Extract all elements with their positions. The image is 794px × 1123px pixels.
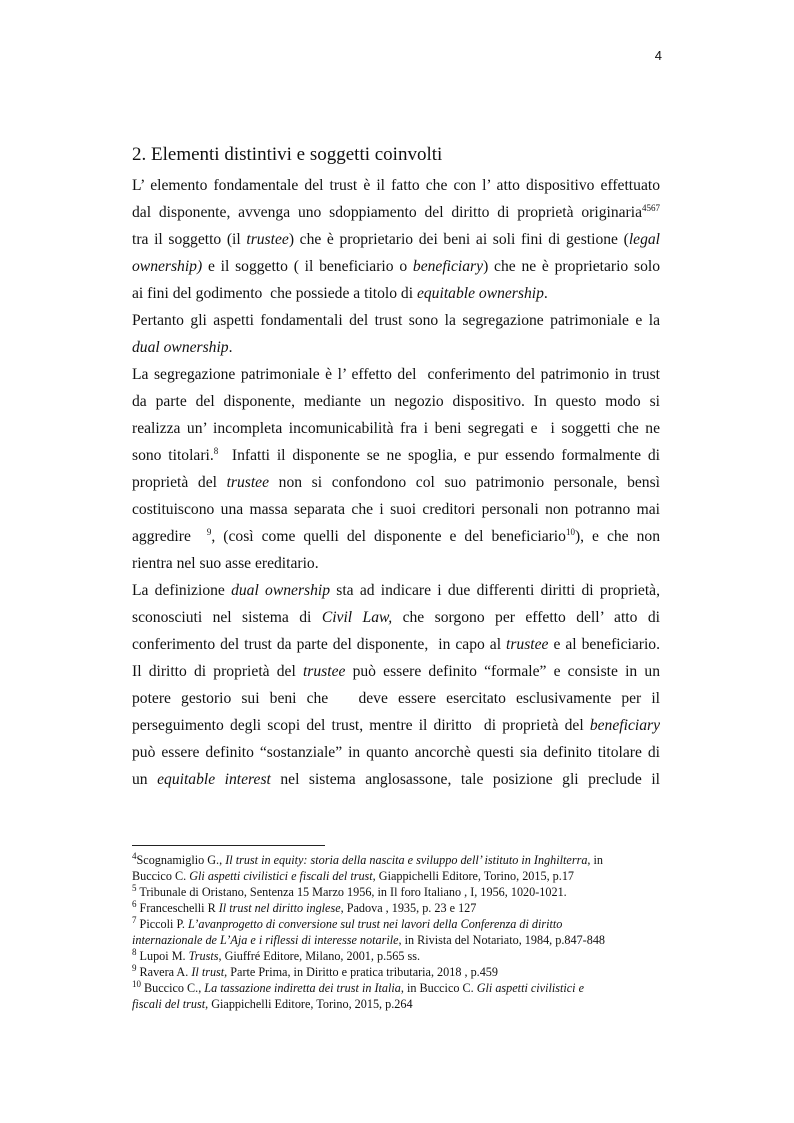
text-run: Buccico C.,: [141, 981, 205, 995]
text-run: Piccoli P.: [136, 917, 188, 931]
text-run: ), e che non: [574, 528, 661, 545]
text-run: rientra nel suo asse ereditario.: [132, 555, 319, 572]
text-run: , Giappichelli Editore, Torino, 2015, p.264: [205, 997, 413, 1011]
text-run: ) che è proprietario dei beni ai soli fini di gestione (: [288, 231, 629, 248]
text-run: sono titolari.: [132, 447, 214, 464]
text-run: può essere definito “formale” e consiste in un: [345, 663, 660, 680]
text-run: e al beneficiario.: [548, 636, 660, 653]
italic-text: Il trust: [191, 965, 225, 979]
text-run: costituiscono una massa separata che i suoi creditori personali non potranno mai: [132, 501, 660, 518]
body-line: [132, 712, 660, 739]
italic-text: Il trust nel diritto inglese: [218, 901, 341, 915]
body-line: [132, 172, 660, 199]
text-run: da parte del disponente, mediante un negozio dispositivo. In questo modo si: [132, 393, 660, 410]
text-run: Franceschelli R: [136, 901, 219, 915]
text-run: Tribunale di Oristano, Sentenza 15 Marzo 1956, in Il foro Italiano , I, 1956, 1020-1021.: [136, 885, 567, 899]
body-line: [132, 496, 660, 523]
text-run: proprietà del: [132, 474, 227, 491]
italic-text: trustee: [506, 636, 549, 653]
text-run: , in Rivista del Notariato, 1984, p.847-848: [398, 933, 606, 947]
body-line: [132, 199, 660, 226]
body-line: [132, 253, 660, 280]
italic-text: Gli aspetti civilistici e: [476, 981, 585, 995]
footnote-line: [132, 948, 672, 964]
text-run: , Parte Prima, in Diritto e pratica tributaria, 2018 , p.459: [224, 965, 498, 979]
footnote-line: [132, 852, 672, 868]
text-run: potere gestorio sui beni che deve essere esercitato esclusivamente per il: [132, 690, 660, 707]
text-run: .: [228, 339, 233, 356]
italic-text: trustee: [226, 474, 270, 491]
footnote-line: [132, 980, 672, 996]
footnote-ref: 4567: [642, 202, 660, 213]
body-line: [132, 550, 660, 577]
section-heading: 2. Elementi distintivi e soggetti coinvolti: [132, 144, 443, 165]
body-line: [132, 307, 660, 334]
body-line: [132, 334, 660, 361]
footnote-line: [132, 884, 672, 900]
text-run: realizza un’ incompleta incomunicabilità fra i beni segregati e i soggetti che ne: [132, 420, 660, 437]
footnote-ref: 8: [132, 946, 137, 957]
footnote-separator: [132, 845, 325, 846]
text-run: che sorgono per effetto dell’ atto di: [392, 609, 660, 626]
italic-text: trustee: [302, 663, 346, 680]
italic-text: Trusts: [188, 949, 219, 963]
text-run: un: [132, 771, 158, 788]
italic-text: beneficiary: [589, 717, 660, 734]
italic-text: fiscali del trust: [132, 997, 206, 1011]
text-run: non si confondono col suo patrimonio personale, bensì: [269, 474, 660, 491]
footnote-ref: 8: [213, 445, 219, 456]
text-run: ai fini del godimento che possiede a titolo di: [132, 285, 417, 302]
text-run: , Padova , 1935, p. 23 e 127: [340, 901, 477, 915]
italic-text: legal: [628, 231, 660, 248]
body-line: [132, 388, 660, 415]
italic-text: dual ownership: [231, 582, 331, 599]
text-run: La segregazione patrimoniale è l’ effetto del conferimento del patrimonio in trust: [132, 366, 660, 383]
body-line: [132, 442, 660, 469]
italic-text: La tassazione indiretta dei trust in Italia: [204, 981, 401, 995]
text-run: Pertanto gli aspetti fondamentali del trust sono la segregazione patrimoniale e la: [132, 312, 660, 329]
footnote-ref: 4: [132, 850, 137, 861]
footnote-line: [132, 996, 672, 1012]
body-line: [132, 766, 660, 793]
page-number: 4: [654, 48, 662, 63]
footnote-line: [132, 932, 672, 948]
text-run: Infatti il disponente se ne spoglia, e pur essendo formalmente di: [218, 447, 660, 464]
text-run: Ravera A.: [136, 965, 192, 979]
italic-text: internazionale de L’Aja e i riflessi di interesse notarile: [132, 933, 399, 947]
body-line: [132, 685, 660, 712]
text-run: perseguimento degli scopi del trust, mentre il diritto di proprietà del: [132, 717, 590, 734]
text-run: dal disponente, avvenga uno sdoppiamento del diritto di proprietà originaria: [132, 204, 642, 221]
italic-text: Civil Law,: [321, 609, 393, 626]
body-line: [132, 739, 660, 766]
italic-text: dual ownership: [132, 339, 229, 356]
footnote-line: [132, 868, 672, 884]
italic-text: ownership): [132, 258, 203, 275]
text-run: ) che ne è proprietario solo: [483, 258, 660, 275]
text-run: , in: [587, 853, 603, 867]
text-run: sta ad indicare i due differenti diritti di proprietà,: [330, 582, 660, 599]
italic-text: trustee: [246, 231, 289, 248]
italic-text: equitable interest: [157, 771, 271, 788]
footnote-ref: 7: [132, 914, 137, 925]
body-line: [132, 469, 660, 496]
body-line: [132, 226, 660, 253]
body-line: [132, 415, 660, 442]
text-run: , Giuffré Editore, Milano, 2001, p.565 ss.: [218, 949, 420, 963]
text-run: Lupoi M.: [136, 949, 189, 963]
body-line: [132, 280, 660, 307]
text-run: La definizione: [132, 582, 232, 599]
text-run: , in Buccico C.: [400, 981, 477, 995]
text-run: Scognamiglio G.,: [136, 853, 226, 867]
text-run: aggredire: [132, 528, 207, 545]
text-run: , (così come quelli del disponente e del beneficiario: [211, 528, 566, 545]
text-run: , Giappichelli Editore, Torino, 2015, p.17: [372, 869, 575, 883]
italic-text: equitable ownership: [416, 285, 544, 302]
footnote-ref: 9: [206, 526, 212, 537]
footnote-ref: 6: [132, 898, 137, 909]
text-run: nel sistema anglosassone, tale posizione gli preclude il: [270, 771, 660, 788]
text-run: .: [543, 285, 548, 302]
italic-text: beneficiary: [412, 258, 484, 275]
body-line: [132, 658, 660, 685]
body-line: [132, 523, 660, 550]
body-line: [132, 361, 660, 388]
italic-text: Il trust in equity: storia della nascita e sviluppo dell’ istituto in Inghilterra: [225, 853, 588, 867]
footnote-line: [132, 964, 672, 980]
text-run: L’ elemento fondamentale del trust è il fatto che con l’ atto dispositivo effettuato: [132, 177, 660, 194]
text-run: conferimento del trust da parte del disponente, in capo al: [132, 636, 507, 653]
text-run: tra il soggetto (il: [132, 231, 247, 248]
body-line: [132, 577, 660, 604]
footnote-ref: 5: [132, 882, 137, 893]
footnote-ref: 9: [132, 962, 137, 973]
italic-text: L’avanprogetto di conversione sul trust nei lavori della Conferenza di diritto: [187, 917, 563, 931]
footnote-line: [132, 916, 672, 932]
footnote-line: [132, 900, 672, 916]
body-line: [132, 604, 660, 631]
text-run: e il soggetto ( il beneficiario o: [202, 258, 413, 275]
text-run: può essere definito “sostanziale” in quanto ancorchè questi sia definito titolare di: [132, 744, 660, 761]
text-run: Buccico C.: [132, 869, 190, 883]
text-run: sconosciuti nel sistema di: [132, 609, 322, 626]
italic-text: Gli aspetti civilistici e fiscali del trust: [189, 869, 373, 883]
footnote-ref: 10: [565, 526, 575, 537]
body-line: [132, 631, 660, 658]
text-run: Il diritto di proprietà del: [132, 663, 303, 680]
footnote-ref: 10: [132, 978, 141, 989]
